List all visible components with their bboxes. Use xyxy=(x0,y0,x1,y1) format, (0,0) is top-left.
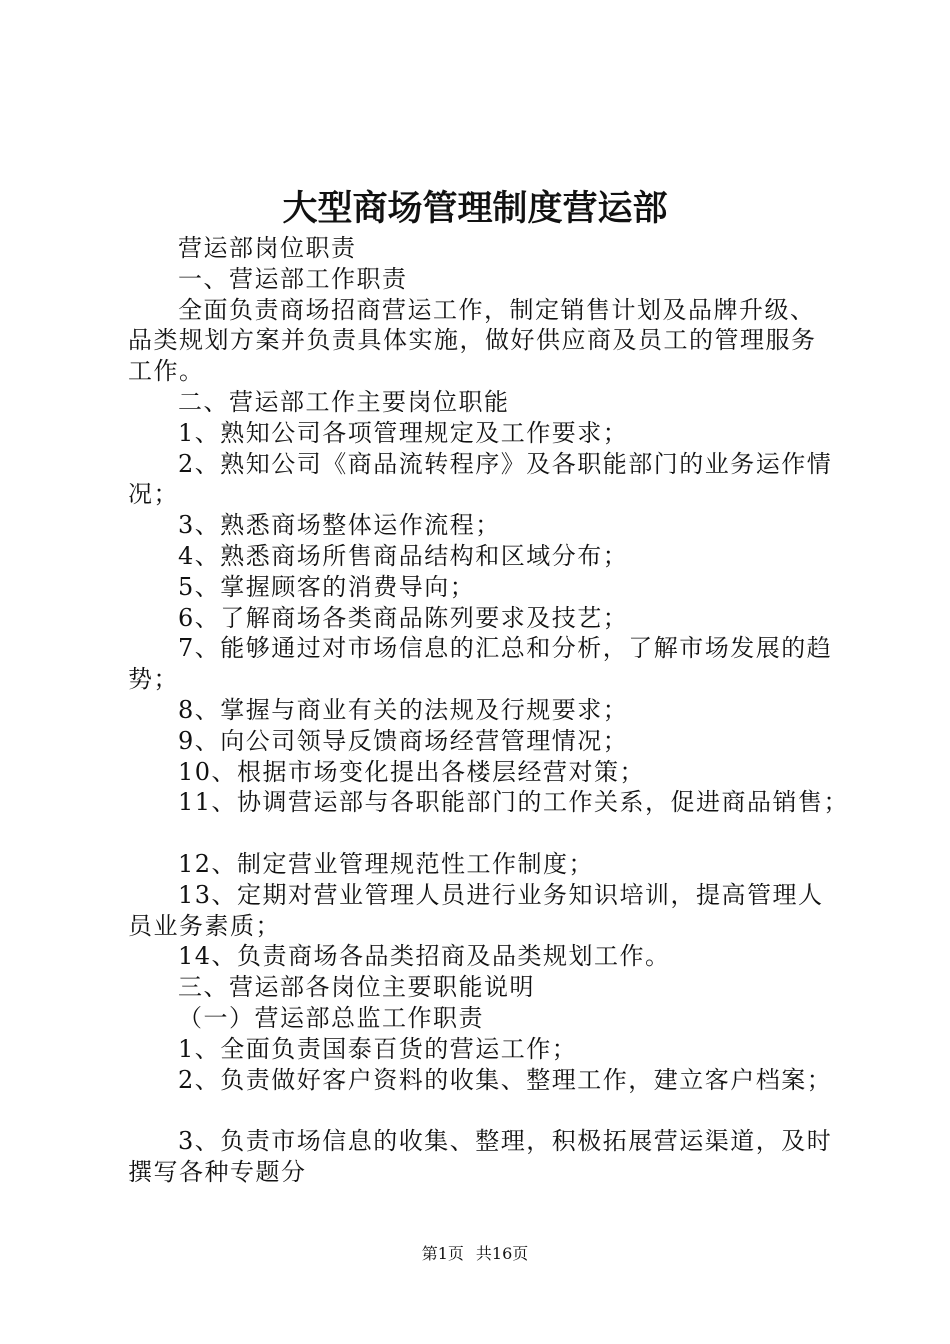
paragraph-line: 8、掌握与商业有关的法规及行规要求； xyxy=(178,695,629,724)
paragraph-line: 13、定期对营业管理人员进行业务知识培训，提高管理人 xyxy=(178,880,824,909)
paragraph-line: （一）营运部总监工作职责 xyxy=(178,1003,484,1032)
paragraph-line: 11、协调营运部与各职能部门的工作关系，促进商品销售； xyxy=(178,788,850,817)
paragraph-line: 1、全面负责国泰百货的营运工作； xyxy=(178,1034,578,1063)
paragraph-line: 3、负责市场信息的收集、整理，积极拓展营运渠道，及时 xyxy=(178,1127,833,1156)
paragraph-line: 营运部岗位职责 xyxy=(178,234,357,262)
paragraph-line: 员业务素质； xyxy=(128,911,281,940)
paragraph-line: 1、熟知公司各项管理规定及工作要求； xyxy=(178,418,629,447)
paragraph-line: 7、能够通过对市场信息的汇总和分析，了解市场发展的趋 xyxy=(178,634,833,663)
paragraph-line: 2、熟知公司《商品流转程序》及各职能部门的业务运作情 xyxy=(178,449,833,478)
blank-line xyxy=(128,818,846,849)
paragraph-line: 2、负责做好客户资料的收集、整理工作，建立客户档案； xyxy=(178,1065,833,1094)
paragraph-line: 3、熟悉商场整体运作流程； xyxy=(178,511,501,540)
paragraph-line: 况； xyxy=(128,480,179,509)
paragraph-line: 三、营运部各岗位主要职能说明 xyxy=(178,973,535,1002)
paragraph-line: 撰写各种专题分 xyxy=(128,1157,307,1186)
paragraph-line: 10、根据市场变化提出各楼层经营对策； xyxy=(178,757,646,786)
document-body xyxy=(128,233,850,1188)
document-title: 大型商场管理制度营运部 xyxy=(282,188,668,229)
paragraph-line: 6、了解商场各类商品陈列要求及技艺； xyxy=(178,603,629,632)
page-total: 共16页 xyxy=(475,1244,529,1263)
paragraph-line: 二、营运部工作主要岗位职能 xyxy=(178,387,510,416)
paragraph-line: 14、负责商场各品类招商及品类规划工作。 xyxy=(178,942,671,971)
paragraph-line: 全面负责商场招商营运工作，制定销售计划及品牌升级、 xyxy=(178,295,816,324)
paragraph-line: 品类规划方案并负责具体实施，做好供应商及员工的管理服务 xyxy=(128,326,817,355)
paragraph-line: 4、熟悉商场所售商品结构和区域分布； xyxy=(178,541,629,570)
paragraph-line: 5、掌握顾客的消费导向； xyxy=(178,572,476,601)
paragraph-line: 工作。 xyxy=(128,357,205,386)
paragraph-line: 势； xyxy=(128,665,179,694)
page-number: 第1页 xyxy=(421,1244,464,1263)
page-footer xyxy=(0,1244,950,1264)
paragraph-line: 9、向公司领导反馈商场经营管理情况； xyxy=(178,726,629,755)
blank-line xyxy=(128,1095,846,1126)
paragraph-line: 12、制定营业管理规范性工作制度； xyxy=(178,849,595,878)
paragraph-line: 一、营运部工作职责 xyxy=(178,264,408,293)
